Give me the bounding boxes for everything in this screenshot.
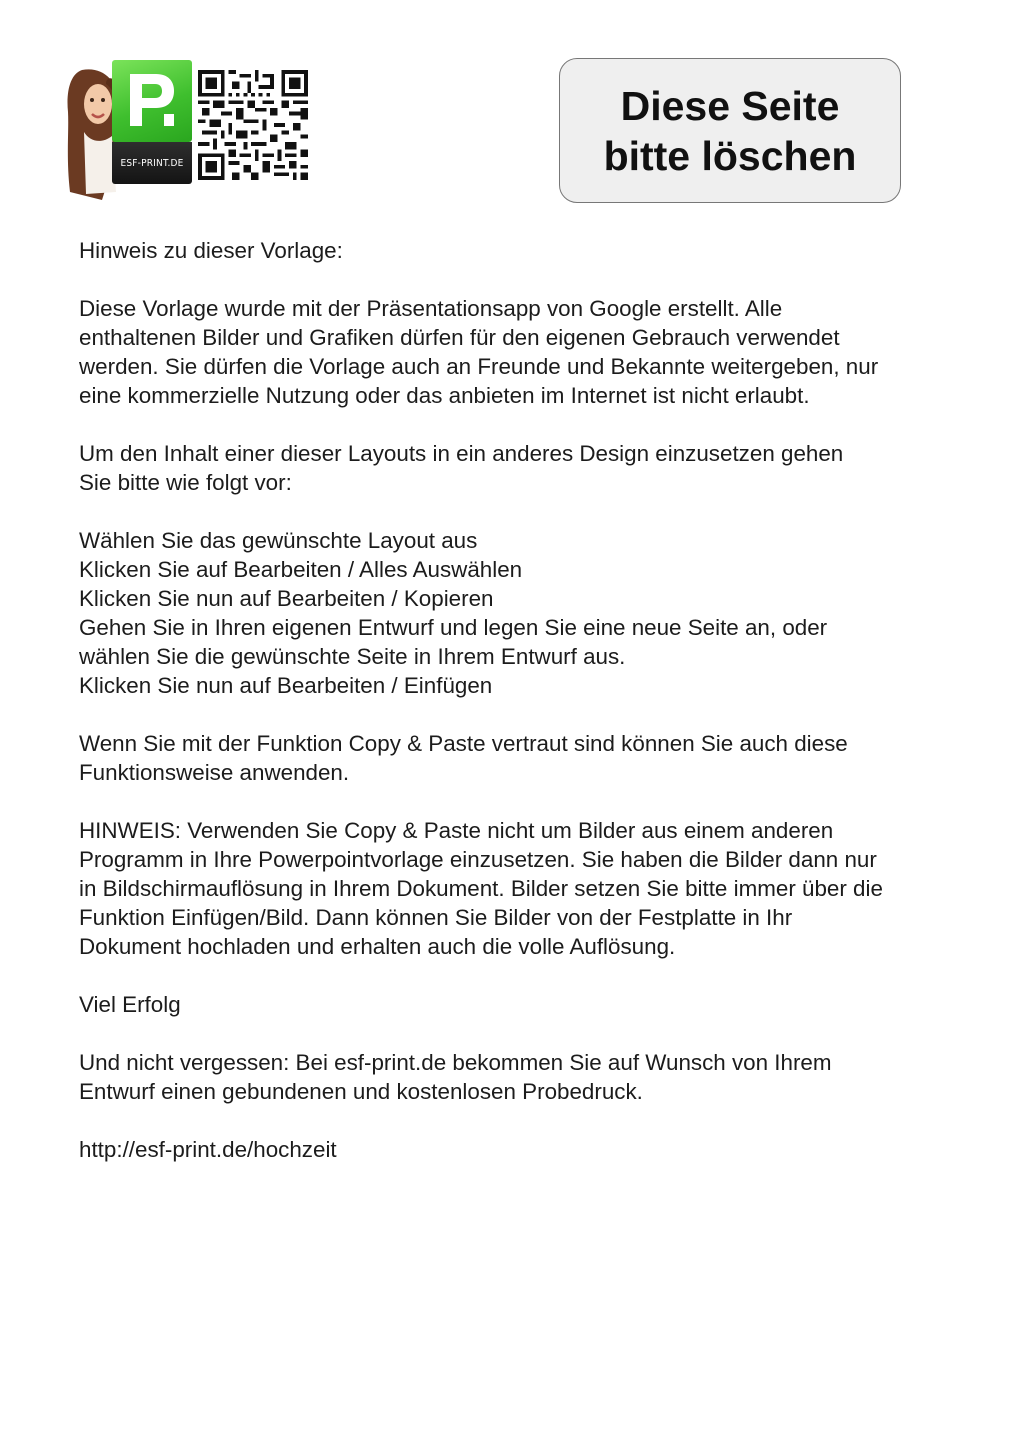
paragraph-image-hint (79, 816, 959, 961)
logo-letter-p (130, 74, 176, 126)
logo-dark-band (112, 142, 192, 184)
delete-notice-line-2: bitte löschen (603, 132, 857, 179)
text-line: Wenn Sie mit der Funktion Copy & Paste vertraut sind können Sie auch diese (79, 731, 848, 756)
text-line: Viel Erfolg (79, 992, 181, 1017)
text-line: Entwurf einen gebundenen und kostenlosen Probedruck. (79, 1079, 643, 1104)
logo-green-square (112, 60, 192, 142)
website-link[interactable]: http://esf-print.de/hochzeit (79, 1137, 337, 1162)
template-instructions (79, 236, 959, 1193)
step-line: Klicken Sie nun auf Bearbeiten / Kopieren (79, 586, 494, 611)
text-line: Dokument hochladen und erhalten auch die volle Auflösung. (79, 934, 676, 959)
qr-code (198, 70, 308, 180)
brand-logo-block (62, 56, 312, 206)
text-line: Um den Inhalt einer dieser Layouts in ein anderes Design einzusetzen gehen (79, 441, 844, 466)
step-line: Gehen Sie in Ihren eigenen Entwurf und legen Sie eine neue Seite an, oder (79, 615, 828, 640)
text-line: in Bildschirmauflösung in Ihrem Dokument. Bilder setzen Sie bitte immer über die (79, 876, 883, 901)
text-line: eine kommerzielle Nutzung oder das anbieten im Internet ist nicht erlaubt. (79, 383, 810, 408)
text-line: werden. Sie dürfen die Vorlage auch an Freunde und Bekannte weitergeben, nur (79, 354, 879, 379)
step-line: Klicken Sie nun auf Bearbeiten / Einfügen (79, 673, 493, 698)
step-line: wählen Sie die gewünschte Seite in Ihrem Entwurf aus. (79, 644, 626, 669)
delete-page-notice (559, 58, 901, 203)
paragraph-test-print (79, 1048, 959, 1106)
website-link-paragraph (79, 1135, 959, 1164)
text-line: HINWEIS: Verwenden Sie Copy & Paste nicht um Bilder aus einem anderen (79, 818, 834, 843)
step-line: Wählen Sie das gewünschte Layout aus (79, 528, 478, 553)
text-line: Funktion Einfügen/Bild. Dann können Sie Bilder von der Festplatte in Ihr (79, 905, 793, 930)
heading-line: Hinweis zu dieser Vorlage: (79, 238, 343, 263)
text-line: Programm in Ihre Powerpointvorlage einzusetzen. Sie haben die Bilder dann nur (79, 847, 877, 872)
delete-notice-line-1: Diese Seite (620, 82, 840, 129)
paragraph-usage-rights (79, 294, 959, 410)
instructions-heading (79, 236, 959, 265)
text-line: enthaltenen Bilder und Grafiken dürfen für den eigenen Gebrauch verwendet (79, 325, 840, 350)
text-line: Diese Vorlage wurde mit der Präsentationsapp von Google erstellt. Alle (79, 296, 783, 321)
step-line: Klicken Sie auf Bearbeiten / Alles Auswählen (79, 557, 523, 582)
paragraph-intro-steps (79, 439, 959, 497)
closing-greeting (79, 990, 959, 1019)
logo-text: ESF-PRINT.DE (120, 157, 184, 169)
text-line: Sie bitte wie folgt vor: (79, 470, 292, 495)
text-line: Und nicht vergessen: Bei esf-print.de bekommen Sie auf Wunsch von Ihrem (79, 1050, 832, 1075)
steps-list (79, 526, 959, 700)
paragraph-copy-paste (79, 729, 959, 787)
text-line: Funktionsweise anwenden. (79, 760, 350, 785)
